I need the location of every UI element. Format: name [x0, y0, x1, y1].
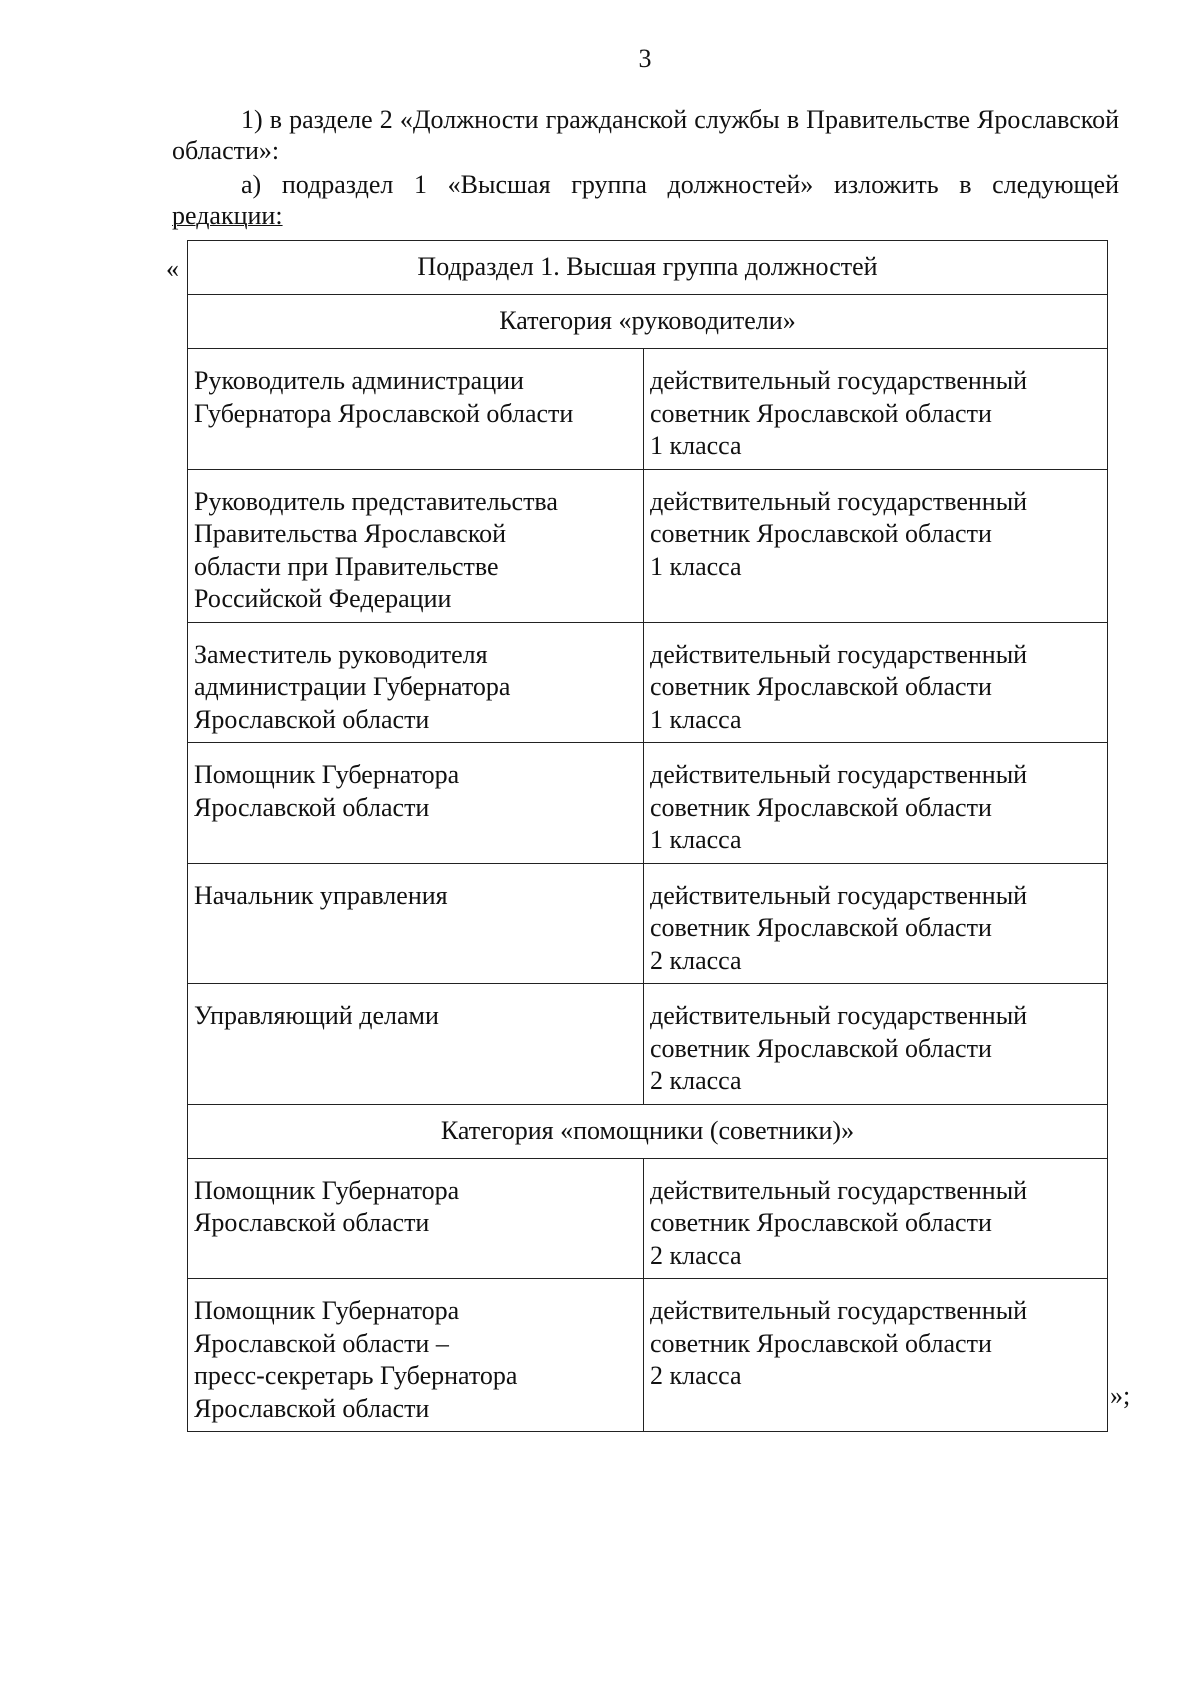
position-cell [188, 469, 644, 622]
rank-cell [644, 863, 1108, 984]
class-rank: действительный государственный советник Ярославской области 1 класса [650, 486, 1028, 581]
rank-cell [644, 1158, 1108, 1279]
class-rank: действительный государственный советник Ярославской области 2 класса [650, 1296, 1028, 1390]
table-title-row [188, 241, 1108, 295]
class-rank: действительный государственный советник Ярославской области 2 класса [650, 1175, 1028, 1270]
position-name: Заместитель руководителя администрации Губернатора Ярославской области [194, 639, 511, 734]
rank-cell [644, 622, 1108, 743]
rank-cell [644, 349, 1108, 470]
position-name: Руководитель администрации Губернатора Ярославской области [194, 366, 574, 428]
rank-cell [644, 469, 1108, 622]
category-row-assistants [188, 1104, 1108, 1158]
category-row-leaders [188, 295, 1108, 349]
rank-cell [644, 1279, 1108, 1432]
position-cell [188, 1158, 644, 1279]
position-cell [188, 863, 644, 984]
closing-quote: »; [1110, 1381, 1131, 1410]
position-name: Руководитель представительства Правительства Ярославской области при Правительстве Российской Федерации [194, 486, 558, 613]
table-row [188, 622, 1108, 743]
category-assistants: Категория «помощники (советники)» [188, 1104, 1108, 1158]
class-rank: действительный государственный советник Ярославской области 1 класса [650, 366, 1028, 460]
table-row [188, 863, 1108, 984]
paragraph-item-a-text: а) подраздел 1 «Высшая группа должностей» изложить в следующей [241, 170, 1119, 199]
paragraph-item-1: 1) в разделе 2 «Должности гражданской службы в Правительстве Ярославской области»: [172, 105, 1119, 165]
positions-table [187, 240, 1108, 1432]
rank-cell [644, 984, 1108, 1105]
class-rank: действительный государственный советник Ярославской области 1 класса [650, 639, 1028, 734]
table-row [188, 984, 1108, 1105]
page-number: 3 [638, 44, 652, 73]
opening-quote: « [166, 254, 179, 283]
position-name: Помощник Губернатора Ярославской области [194, 1175, 460, 1237]
table-row [188, 743, 1108, 864]
position-cell [188, 349, 644, 470]
paragraph-item-a [172, 169, 1119, 231]
table-row [188, 1158, 1108, 1279]
table-row [188, 349, 1108, 470]
paragraph-item-a-end: редакции: [172, 201, 283, 230]
category-leaders: Категория «руководители» [188, 295, 1108, 349]
rank-cell [644, 743, 1108, 864]
table-title: Подраздел 1. Высшая группа должностей [188, 241, 1108, 295]
class-rank: действительный государственный советник Ярославской области 1 класса [650, 760, 1028, 854]
position-name: Помощник Губернатора Ярославской области [194, 760, 460, 822]
position-cell [188, 743, 644, 864]
position-cell [188, 984, 644, 1105]
class-rank: действительный государственный советник Ярославской области 2 класса [650, 880, 1028, 975]
position-name: Управляющий делами [194, 1001, 439, 1030]
table-row [188, 1279, 1108, 1432]
position-cell [188, 622, 644, 743]
table-row [188, 469, 1108, 622]
position-name: Помощник Губернатора Ярославской области – пресс-секретарь Губернатора Ярославской области [194, 1296, 518, 1423]
position-cell [188, 1279, 644, 1432]
position-name: Начальник управления [194, 880, 448, 910]
class-rank: действительный государственный советник Ярославской области 2 класса [650, 1001, 1028, 1095]
